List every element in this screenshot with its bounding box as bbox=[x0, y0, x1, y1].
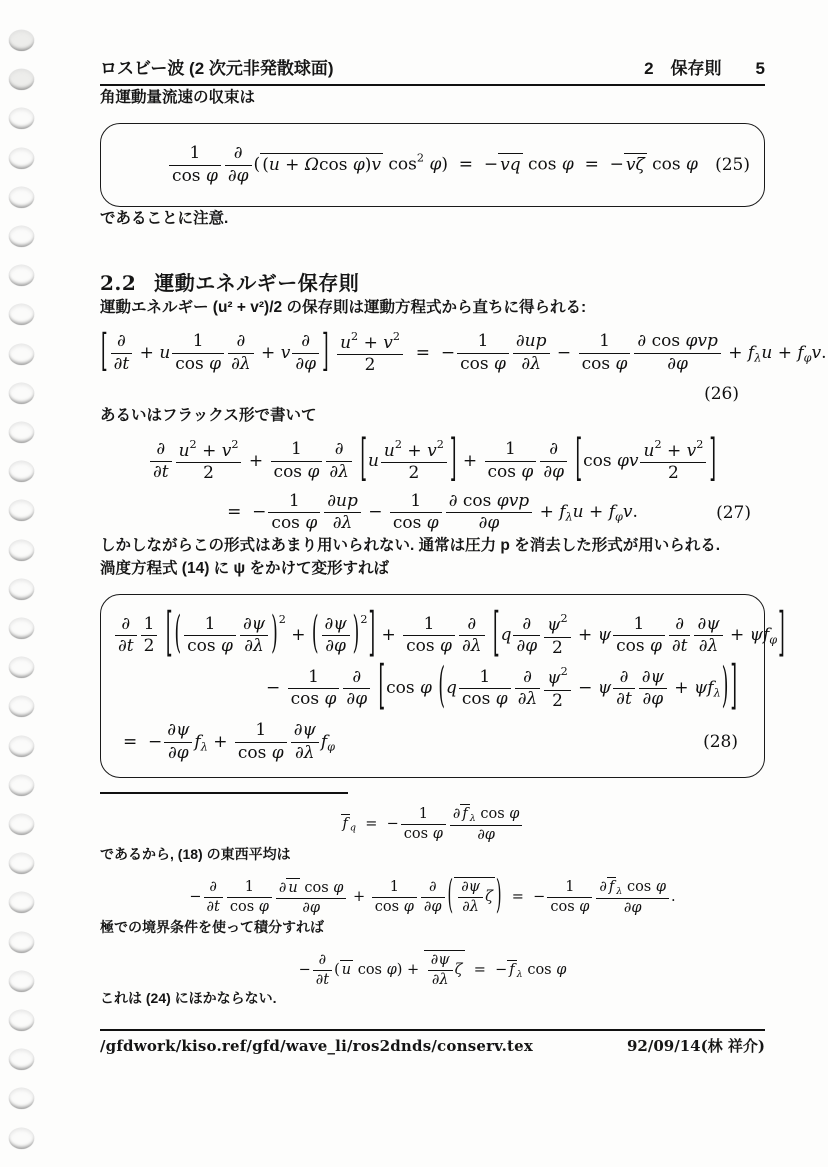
page-content bbox=[100, 0, 827, 1056]
binder-hole bbox=[9, 579, 34, 600]
equation-25-number: (25) bbox=[715, 155, 750, 176]
binder-hole bbox=[9, 148, 34, 169]
binder-hole bbox=[9, 344, 34, 365]
binder-hole bbox=[9, 1088, 34, 1109]
binder-hole bbox=[9, 1010, 34, 1031]
binder-hole bbox=[9, 461, 34, 482]
binder-hole bbox=[9, 932, 34, 953]
page-header bbox=[100, 0, 765, 86]
footnote-equation-b: − ∂ ∂t $\frac{1}{\text{cos φ}}$ $\frac{\text{∂ u cos φ}}{\partial\varphi}$ + $\frac{1}{\text{cos φ}}$ ∂ ∂φ ( $\frac{\partial\psi}{\partial\lambda}$ ζ ) = − $\frac{1}{\text{cos φ}}$ $\frac{\text{∂ f λ cos φ}}{\partial\varphi}$ . bbox=[189, 874, 676, 919]
section-label: 2 保存則 bbox=[644, 59, 722, 78]
header-right bbox=[644, 54, 765, 79]
binder-hole bbox=[9, 1049, 34, 1070]
equation-box-25 bbox=[100, 123, 765, 207]
equation-28-line2: − $\frac{1}{\text{cos φ}}$ ∂ ∂φ [cos φ (q $\frac{1}{\text{cos φ}}$ ∂ ∂λ $\frac{\psi^2}{2}$ − ψ ∂ ∂t $\frac{\partial\psi}{\partial\varphi}$ + ψfλ) ] bbox=[265, 656, 737, 719]
paragraph-note: であることに注意. bbox=[100, 210, 229, 228]
binder-hole bbox=[9, 1128, 34, 1149]
binder-holes bbox=[0, 0, 60, 1167]
footer-date-author: 92/09/14(林 祥介) bbox=[627, 1037, 765, 1056]
equation-27-line2: = − $\frac{1}{\text{cos φ}}$ $\frac{\partial up}{\partial\lambda}$ − $\frac{1}{\text{cos φ}}$ ∂ cos φvp ∂φ + fλu + fφv. (27) bbox=[227, 490, 751, 534]
binder-hole bbox=[9, 69, 34, 90]
equation-26-number: (26) bbox=[704, 383, 739, 404]
equation-28-number: (28) bbox=[703, 732, 738, 753]
binder-hole bbox=[9, 814, 34, 835]
binder-hole bbox=[9, 853, 34, 874]
equation-28-line3: = − $\frac{\partial\psi}{\partial\varphi}$ fλ + $\frac{1}{\text{cos φ}}$ $\frac{\partial\psi}{\partial\lambda}$ fφ (28) bbox=[123, 720, 738, 763]
binder-hole bbox=[9, 383, 34, 404]
footnote-paragraph-2: 極での境界条件を使って積分すれば bbox=[100, 918, 324, 935]
binder-hole bbox=[9, 226, 34, 247]
paragraph-kinetic-energy: 運動エネルギー (u² + v²)/2 の保存則は運動方程式から直ちに得られる: bbox=[100, 298, 587, 316]
section-heading bbox=[100, 267, 765, 296]
equation-box-28 bbox=[100, 594, 785, 778]
section-title: 運動エネルギー保存則 bbox=[154, 272, 360, 295]
footnote bbox=[100, 792, 765, 1009]
footnote-paragraph-3: これは (24) にほかならない. bbox=[100, 990, 277, 1007]
paragraph-intro: 角運動量流速の収束は bbox=[100, 89, 256, 106]
binder-hole bbox=[9, 892, 34, 913]
binder-hole bbox=[9, 265, 34, 286]
binder-hole bbox=[9, 422, 34, 443]
binder-hole bbox=[9, 30, 34, 51]
binder-hole bbox=[9, 696, 34, 717]
binder-hole bbox=[9, 187, 34, 208]
equation-26: [ ∂ ∂t + u $\frac{1}{\text{cos φ}}$ ∂ ∂λ + v ∂ ∂φ ] $\frac{u^2 + v^2}{2}$ = − $\frac{1}{\text{cos φ}}$ $\frac{\partial up}{\partial\lambda}$ − $\frac{1}{\text{cos φ}}$ ∂ cos φvp ∂φ + fλu + fφv. bbox=[101, 325, 827, 378]
footnote-rule bbox=[100, 792, 348, 794]
binder-hole bbox=[9, 304, 34, 325]
binder-hole bbox=[9, 500, 34, 521]
binder-hole bbox=[9, 736, 34, 757]
page-footer bbox=[100, 1031, 765, 1056]
paragraph-flux: あるいはフラックス形で書いて bbox=[100, 406, 317, 424]
paragraph-however-2: 渦度方程式 (14) に ψ をかけて変形すれば bbox=[100, 560, 389, 578]
equation-25: $\frac{1}{\text{cos φ}}$ ∂ ∂φ ( (u + Ωcos φ)v $\cos^2 \varphi$) = − vq cos φ = − vζ cos φ bbox=[167, 144, 698, 186]
footnote-equation-a: fq = − $\frac{1}{\text{cos φ}}$ $\frac{\text{∂ f λ cos φ}}{\partial\varphi}$ bbox=[100, 804, 765, 844]
binder-hole bbox=[9, 618, 34, 639]
running-title: ロスビー波 (2 次元非発散球面) bbox=[100, 59, 334, 78]
equation-27-line1: ∂ ∂t $\frac{u^2 + v^2}{2}$ + $\frac{1}{\text{cos φ}}$ ∂ ∂λ [u $\frac{u^2 + v^2}{2}$ ] + $\frac{1}{\text{cos φ}}$ ∂ ∂φ [cos φv $\frac{u^2 + v^2}{2}$ ] bbox=[100, 439, 765, 484]
equation-28-line1: ∂ ∂t $\frac{1}{2}$ [ ( $\frac{1}{\text{cos φ}}$ $\frac{\partial\psi}{\partial\lambda}$ )$^2$ + ( $\frac{\partial\psi}{\partial\varphi}$ )$^2$] + $\frac{1}{\text{cos φ}}$ ∂ ∂λ [q ∂ ∂φ $\frac{\psi^2}{2}$ + ψ $\frac{1}{\text{cos φ}}$ ∂ ∂t $\frac{\partial\psi}{\partial\lambda}$ + ψfφ] bbox=[113, 613, 752, 658]
binder-hole bbox=[9, 108, 34, 129]
page-number: 5 bbox=[755, 59, 765, 78]
footer-file-path: /gfdwork/kiso.ref/gfd/wave_li/ros2dnds/conserv.tex bbox=[100, 1037, 534, 1056]
binder-hole bbox=[9, 540, 34, 561]
section-number: 2.2 bbox=[100, 270, 137, 295]
equation-27-number: (27) bbox=[716, 502, 751, 523]
binder-hole bbox=[9, 657, 34, 678]
footnote-equation-c: − ∂ ∂t ( u cos φ) + $\frac{\partial\psi}{\partial\lambda}$ ζ = − f λ cos φ bbox=[298, 951, 567, 988]
footnote-paragraph-1: であるから, (18) の東西平均は bbox=[100, 845, 291, 862]
binder-hole bbox=[9, 775, 34, 796]
paragraph-however-1: しかしながらこの形式はあまり用いられない. 通常は圧力 p を消去した形式が用いられる. bbox=[100, 536, 721, 554]
binder-hole bbox=[9, 971, 34, 992]
